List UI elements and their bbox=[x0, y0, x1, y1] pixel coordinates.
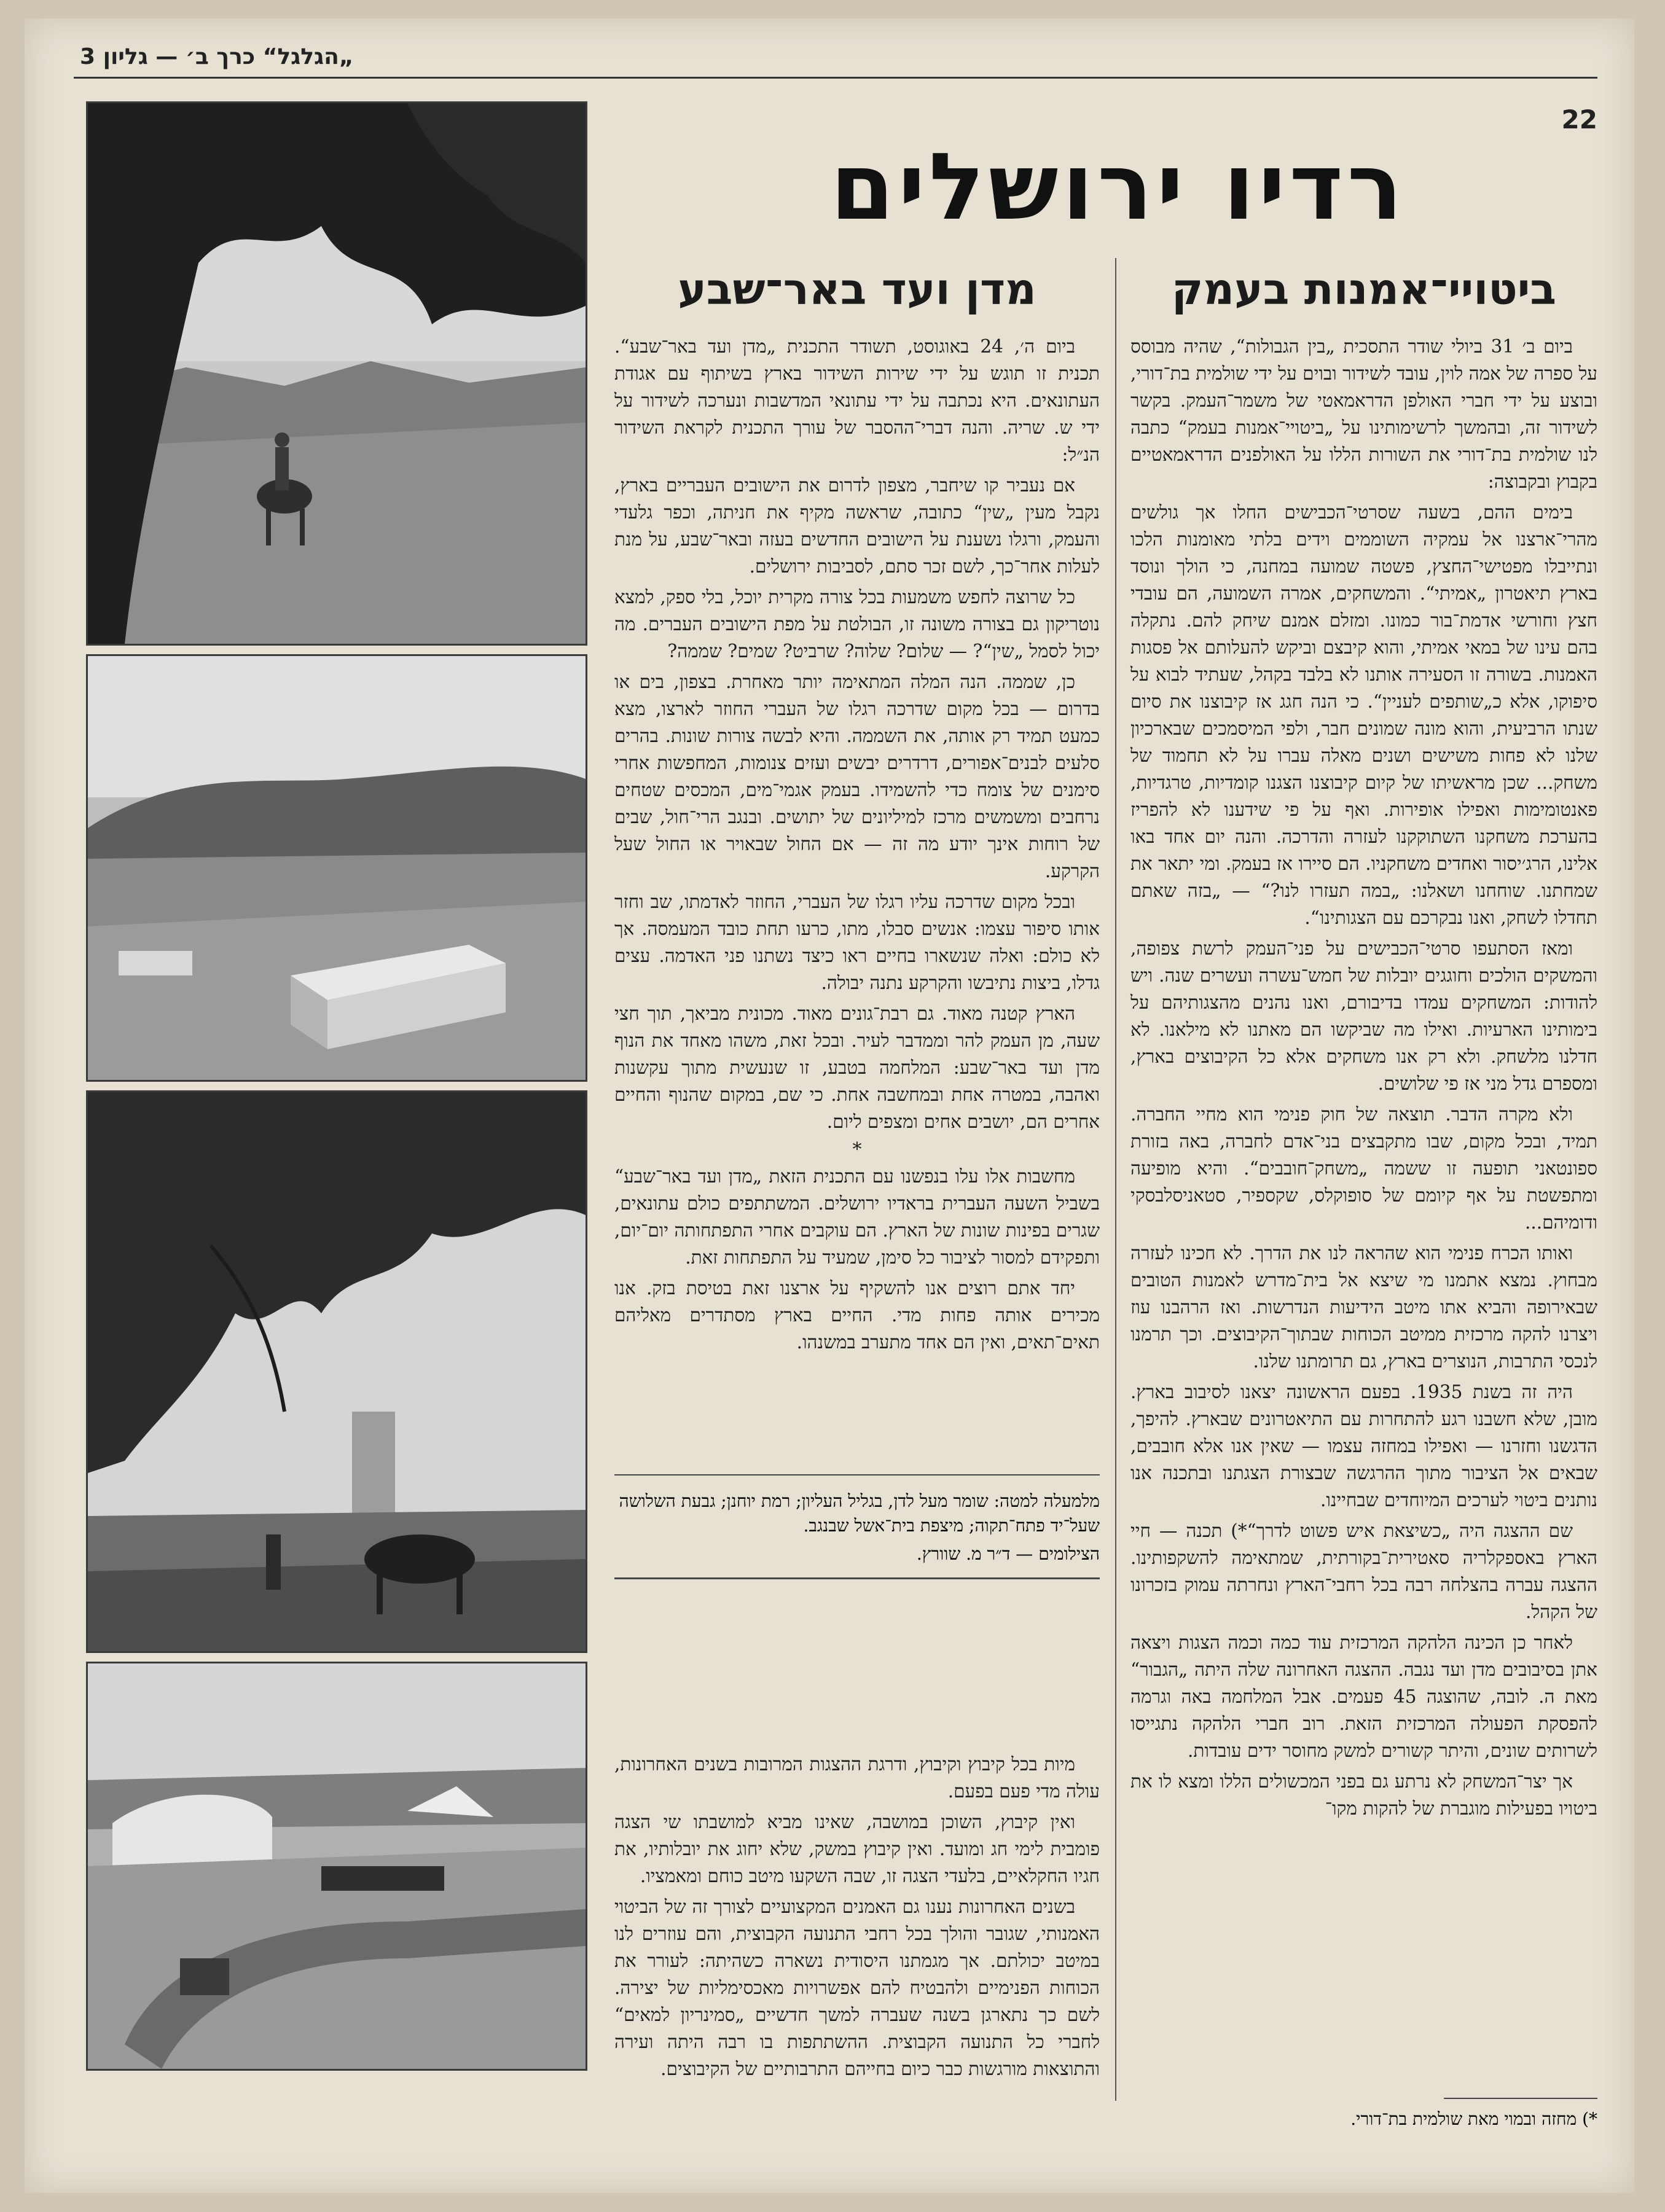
newspaper-page bbox=[25, 18, 1634, 2193]
rider-in-field-photo bbox=[86, 101, 587, 646]
photo-column bbox=[74, 101, 596, 2067]
article-right-paragraph: שם ההצגה היה „כשיצאת איש פשוט לדרך“*) תכנה — חיי הארץ באספקלריה סאטירית־בקורתית, שמתאימה להשקפותינו. ההצגה עברה בהצלחה רבה בכל רחבי־הארץ ונחרתה עמוק בזכרונו של הקהל. bbox=[1130, 1520, 1597, 1622]
article-right-paragraph: בימים ההם, בשעה שסרטי־הכבישים החלו אך גולשים מהרי־ארצנו אל עמקיה השוממים וידים בלתי מאומנות הלכו ונתייבלו מפטישי־החצץ, פשטה שמועה במחנה, כי הולך ונוסד בארץ תיאטרון „אמיתי“. והמשחקים, אמרה השמועה, הם עובדי חצץ וחורשי אדמת־בור כמונו. ומזלם אמנם שיחק להם. נתקלה בהם עינו של במאי אמיתי, והוא קיבצם וביקש להעלותם אל פסגות האמנות. בשורה זו הסעירה אותנו לא בלבד בקהל, שעתיד לבוא על סיפוקו, אלא כ„שותפים לעניין“. כי הנה חגג אז קיבוצנו את סיום שנתו הרביעית, והוא מונה שמונים חבר, ולפי המיסמכים שבארכיון שלנו לא פחות משישים ושנים מאלה עברו על לא תחמוד של משחק... שכן מראשיתו של קיום קיבוצנו הצגנו קומדיות, טרגדיות, פאנטומימות ואפילו אופירות. ואף על פי שידענו לא להפריז בהערכת משחקנו השתוקקנו לעזרה והדרכה. והנה יום אחד באו אלינו, הרג׳יסור ואחדים משחקניו. הם סיירו אז בעמק. ומי יתאר את שמחתנו. שוחחנו ושאלנו: „במה תעזרו לנו?“ — „בזה שאתם תחדלו לשחק, ואנו נבקרכם עם הצגותינו“. bbox=[1130, 502, 1597, 928]
article-right-paragraph: ביום ב׳ 31 ביולי שודר התסכית „בין הגבולות“, שהיה מבוסס על ספרה של אמה לוין, עובד לשידור ובוים על ידי שולמית בת־דורי, ובוצע על ידי חברי האולפן הדראמאטי של משמר־העמק. בקשר לשידור זה, ובהמשך לרשימותינו על „ביטויי־אמנות בעמק“ כתבה לנו שולמית בת־דורי את השורות הללו על האולפנים הדראמאטיים בקבוץ ובקבוצה: bbox=[1130, 336, 1597, 492]
article-right-paragraph: אך יצר־המשחק לא נרתע גם בפני המכשולים הללו ומצא לו את ביטויו בפעילות מוגברת של להקות מקו־ bbox=[1130, 1771, 1597, 1819]
continuation-paragraph: בשנים האחרונות נענו גם האמנים המקצועיים לצורך זה של הביטוי האמנותי, שגובר והולך בכל רחבי התנועה הקבוצית, והם עוזרים לנו במיטב יכולתם. אך מגמתנו היסודית נשארה כשהיתה: לעורר את הכוחות הפנימיים ולהבטיח להם אפשרויות מאכסימליות של יצירה. לשם כך נתארגן בשנה שעברה למשך חדשיים „סמינריון למאים“ לחברי כל התנועה הקבוצית. ההשתתפות בו רבה היתה ועירה והתוצאות מורגשות כבר כיום בחייהם התרבותיים של הקיבוצים. bbox=[614, 1896, 1100, 2079]
section-star: * bbox=[852, 1139, 862, 1160]
main-title: רדיו ירושלים bbox=[830, 134, 1406, 241]
article-left-paragraph: הארץ קטנה מאוד. גם רבת־גונים מאוד. מכונית מביאך, תוך חצי שעה, מן העמק להר וממדבר לעיר. ובכל זאת, משהו מאחד את הנוף מדן ועד באר־שבע: המלחמה בטבע, זו שנעשית מתוך עקשנות ואהבה, במטרה אחת ובמחשבה אחת. כי שם, במקום שהנוף והחיים אחרים הם, יושבים אחים ומצפים ליום. bbox=[614, 1003, 1100, 1132]
article-right-title: ביטויי־אמנות בעמק bbox=[1171, 264, 1557, 315]
courtyard-camp-photo bbox=[86, 1662, 587, 2071]
footnote-rule bbox=[1444, 2098, 1597, 2099]
article-right-paragraph: ומאז הסתעפו סרטי־הכבישים על פני־העמק לרשת צפופה, והמשקים הולכים וחוגגים יובלות של חמש־עשרה ועשרים שנה. ויש להודות: המשחקים עמדו בדיבורם, ואנו נהנים מהצגותיהם על בימותינו הארעיות. ואילו מה שביקשו הם מאתנו לא מילאנו. לא חדלנו מלשחק. ולא רק אנו משחקים אלא כל הקיבוצים בארץ, ומספרם גדל מני אז פי שלושים. bbox=[1130, 938, 1597, 1094]
plough-and-trees-photo bbox=[86, 1090, 587, 1653]
article-left-paragraph: יחד אתם רוצים אנו להשקיף על ארצנו זאת בטיסת בזק. אנו מכירים אותה פחות מדי. החיים בארץ מסתדרים מאליהם תאים־תאים, ואין הם אחד מתערב במשנהו. bbox=[614, 1278, 1100, 1353]
article-left-paragraph: כל שרוצה לחפש משמעות בכל צורה מקרית יוכל, בלי ספק, למצא נוטריקון גם בצורה משונה זו, הבולטת על מפת הישובים העברים. מה יכול לסמל „שין“? — שלום? שלוה? שרביט? שמים? שממה? bbox=[614, 587, 1100, 662]
article-left-paragraph: מחשבות אלו עלו בנפשנו עם התכנית הזאת „מדן ועד באר־שבע“ בשביל השעה העברית בראדיו ירושלים. המשתתפים כולם עתונאים, שגרים בפינות שונות של הארץ. הם עוקבים אחרי התפתחותה יום־יום, ותפקידם למסור לציבור כל סימן, שמעיד על התפתחות זאת. bbox=[614, 1166, 1100, 1268]
article-right bbox=[1130, 258, 1597, 1826]
continuation-paragraph: ואין קיבוץ, השוכן במושבה, שאינו מביא למושבתו שי הצגה פומבית לימי חג ומועד. ואין קיבוץ במשק, שלא יחוג את יובלותיו, את חגיו החקלאיים, בלעדי הצגה זו, שבה השקעו מיטב כוחם ומאמציו. bbox=[614, 1811, 1100, 1886]
article-right-paragraph: ואותו הכרח פנימי הוא שהראה לנו את הדרך. לא חכינו לעזרה מבחוץ. נמצא אתמנו מי שיצא אל בית־מדרש לאמנות הטובים שבאירופה והביא אתו מיטב הידיעות הנדרשות. ואז הרהבנו עוז ויצרנו להקה מרכזית ממיטב הכוחות שבתוך־הקיבוצים. וכך תרמנו לנכסי התרבות, הנוצרים בארץ, גם תרומתנו שלנו. bbox=[1130, 1243, 1597, 1372]
photo-caption-box bbox=[614, 1474, 1100, 1579]
article-right-paragraph: ולא מקרה הדבר. תוצאה של חוק פנימי הוא מחיי החברה. תמיד, ובכל מקום, שבו מתקבצים בני־אדם לחברה, באה בזורת ספונטאני תופעה זו ששמה „משחק־חובבים“. והיא מופיעה ומתפשטת על אף קיומם של סופוקלס, שקספיר, סטאניסלבסקי ודומיהם... bbox=[1130, 1104, 1597, 1233]
valley-buildings-photo bbox=[86, 654, 587, 1082]
article-left-paragraph: אם נעביר קו שיחבר, מצפון לדרום את הישובים העבריים בארץ, נקבל מעין „שין“ כתובה, שראשה מקיף את חניתה, וכפר גלעדי והעמק, ורגלו נשענת על הישובים החדשים בעזה ובאר־שבע, על מנת לעלות אחר־כך, לשם זכר סתם, לסביבות ירושלים. bbox=[614, 475, 1100, 577]
article-right-paragraph: לאחר כן הכינה הלהקה המרכזית עוד כמה וכמה הצגות ויצאה אתן בסיבובים מדן ועד נגבה. ההצגה האחרונה שלה היתה „הגבור“ מאת ה. לובה, שהוצגה 45 פעמים. אבל המלחמה באה וגרמה להפסקת הפעולה המרכזית הזאת. רוב חברי הלהקה נתגייסו לשרותים שונים, והיתר קשורים למשק מחוסר ידים עובדות. bbox=[1130, 1632, 1597, 1761]
column-divider bbox=[1115, 258, 1116, 2101]
continuation-paragraph: מיות בכל קיבוץ וקיבוץ, ודרגת ההצגות המרובות בשנים האחרונות, עולה מדי פעם בפעם. bbox=[614, 1754, 1100, 1802]
page-number: 22 bbox=[1561, 104, 1597, 135]
article-left-paragraph: ובכל מקום שדרכה עליו רגלו של העברי, החוזר לאדמתו, שב וחזר אותו סיפור עצמו: אנשים סבלו, מתו, כרעו תחת כובד המעמסה. אך לא כולם: ואלה שנשארו בחיים ראו כיצד נשתנו פני האדמה. עצים גדלו, ביצות נתיבשו והקרקע נתנה יבולה. bbox=[614, 891, 1100, 993]
article-left bbox=[614, 258, 1100, 1359]
photo-credit: הצילומים — ד״ר מ. שוורץ. bbox=[916, 1544, 1100, 1564]
running-head: „הגלגל“ כרך ב׳ — גליון 3 bbox=[80, 44, 354, 69]
header-rule bbox=[74, 77, 1597, 79]
article-left-paragraph: ביום ה׳, 24 באוגוסט, תשודר התכנית „מדן ועד באר־שבע“. תכנית זו תוגש על ידי שירות השידור בארץ בשיתוף עם אגודת העתונאים. היא נכתבה על ידי עתונאי המדשבות ונערכה לשידור על ידי ש. שריה. והנה דברי־ההסבר של עורך התכנית לקראת השידור הנ״ל: bbox=[614, 336, 1100, 465]
article-left-paragraph: כן, שממה. הנה המלה המתאימה יותר מאחרת. בצפון, בים או בדרום — בכל מקום שדרכה רגלו של העברי החוזר לארצו, מצא כמעט תמיד רק אותה, את השממה. והיא לבשה צורות שונות. בהרים סלעים לבנים־אפורים, דרדרים יבשים ועזים צנומות, המחפשות אחרי סימנים של צומח כדי להשמידו. בעמק אגמי־מים, המכסים שטחים נרחבים ומשמשים מרכז למיליונים של יתושים. ובנגב הרי־חול, שבים של רוחות אינך יודע מה זה — אם החול שבאויר או החול שעל הקרקע. bbox=[614, 671, 1100, 881]
article-right-continuation bbox=[614, 1751, 1100, 2086]
article-right-paragraph: היה זה בשנת 1935. בפעם הראשונה יצאנו לסיבוב בארץ. מובן, שלא חשבנו רגע להתחרות עם התיאטרונים שבארץ. להיפך, הדגשנו וחזרנו — ואפילו במחזה עצמו — שאין אנו אלא חובבים, שבאים אל הציבור מתוך ההרגשה שבצורת הצגתנו ובתכנה אנו נותנים ביטוי לערכים המיוחדים שבחיינו. bbox=[1130, 1382, 1597, 1510]
footnote: *) מחזה ובמוי מאת שולמית בת־דורי. bbox=[1350, 2109, 1597, 2129]
article-left-title: מדן ועד באר־שבע bbox=[678, 264, 1036, 315]
photo-caption: מלמעלה למטה: שומר מעל לדן, בגליל העליון; רמת יוחנן; גבעת השלושה שעל־יד פתח־תקוה; מיצפת בית־אשל שבנגב. bbox=[619, 1491, 1100, 1536]
